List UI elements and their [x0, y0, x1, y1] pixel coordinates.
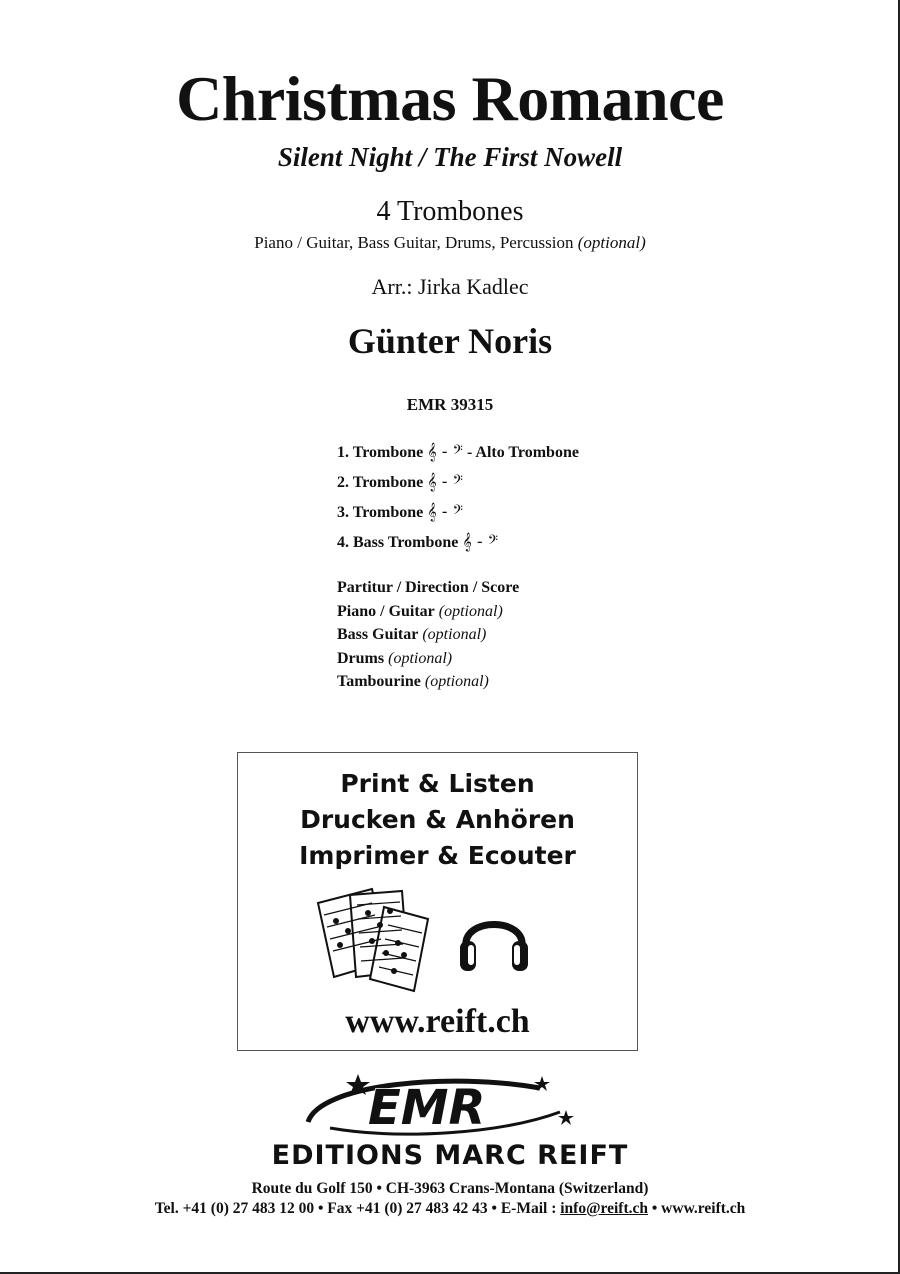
part-item: [337, 501, 579, 531]
extra-note: (optional): [422, 626, 487, 643]
contact-phone-fax: Tel. +41 (0) 27 483 12 00 • Fax +41 (0) 27 483 42 43 • E-Mail :: [154, 1200, 561, 1217]
extras-list: [337, 577, 519, 695]
emr-logo: [300, 1070, 590, 1142]
extra-item: [337, 577, 519, 601]
extra-item: [337, 671, 519, 695]
clef-icon: 𝄞 - 𝄢: [427, 442, 463, 461]
extra-item: [337, 648, 519, 672]
instrumentation-list: Piano / Guitar, Bass Guitar, Drums, Percussion: [254, 233, 574, 252]
extra-label: Partitur / Direction / Score: [337, 579, 520, 596]
publisher-name: EDITIONS MARC REIFT: [271, 1140, 629, 1171]
logo-text: EMR: [368, 1080, 486, 1136]
part-label: 1. Trombone: [337, 444, 424, 461]
extra-note: (optional): [438, 602, 503, 620]
extra-label: Bass Guitar: [337, 626, 419, 643]
extra-note: (optional): [424, 673, 489, 690]
email-link[interactable]: info@reift.ch: [560, 1200, 648, 1217]
promo-line-de: Drucken & Anhören: [300, 805, 575, 834]
part-item: [337, 471, 579, 501]
catalog-number: EMR 39315: [406, 395, 494, 414]
subtitle: Silent Night / The First Nowell: [277, 142, 623, 172]
sheet-music-icon: [310, 881, 440, 993]
clef-icon: 𝄞 - 𝄢: [462, 532, 499, 551]
part-item: [337, 531, 579, 561]
extra-item: [337, 624, 519, 648]
promo-line-fr: Imprimer & Ecouter: [299, 841, 576, 870]
website-link[interactable]: www.reift.ch: [345, 1003, 530, 1040]
extra-note: (optional): [388, 649, 453, 667]
part-label: 4. Bass Trombone: [337, 534, 459, 551]
clef-icon: 𝄞 - 𝄢: [427, 472, 463, 491]
part-item: [337, 441, 579, 471]
extra-label: Piano / Guitar: [337, 602, 435, 620]
ensemble: 4 Trombones: [376, 196, 524, 227]
contact-website: • www.reift.ch: [648, 1200, 746, 1217]
instrumentation-optional: (optional): [577, 233, 646, 252]
instrumentation: [0, 233, 900, 253]
composer: Günter Noris: [347, 321, 553, 361]
extra-item: [337, 601, 519, 625]
address-line: Route du Golf 150 • CH-3963 Crans-Montana (Switzerland): [251, 1180, 649, 1197]
headphones-icon: [456, 903, 532, 975]
parts-list: [337, 441, 579, 561]
part-label: 3. Trombone: [337, 504, 424, 521]
clef-icon: 𝄞 - 𝄢: [427, 502, 463, 521]
print-listen-box: [237, 752, 638, 1051]
contact-line: [0, 1200, 900, 1218]
arranger: Arr.: Jirka Kadlec: [371, 274, 529, 299]
extra-label: Drums: [337, 649, 385, 667]
promo-line-en: Print & Listen: [340, 769, 535, 798]
part-extra: - Alto Trombone: [466, 444, 579, 461]
part-label: 2. Trombone: [337, 474, 424, 491]
extra-label: Tambourine: [337, 673, 421, 690]
page-title: Christmas Romance: [176, 63, 724, 134]
